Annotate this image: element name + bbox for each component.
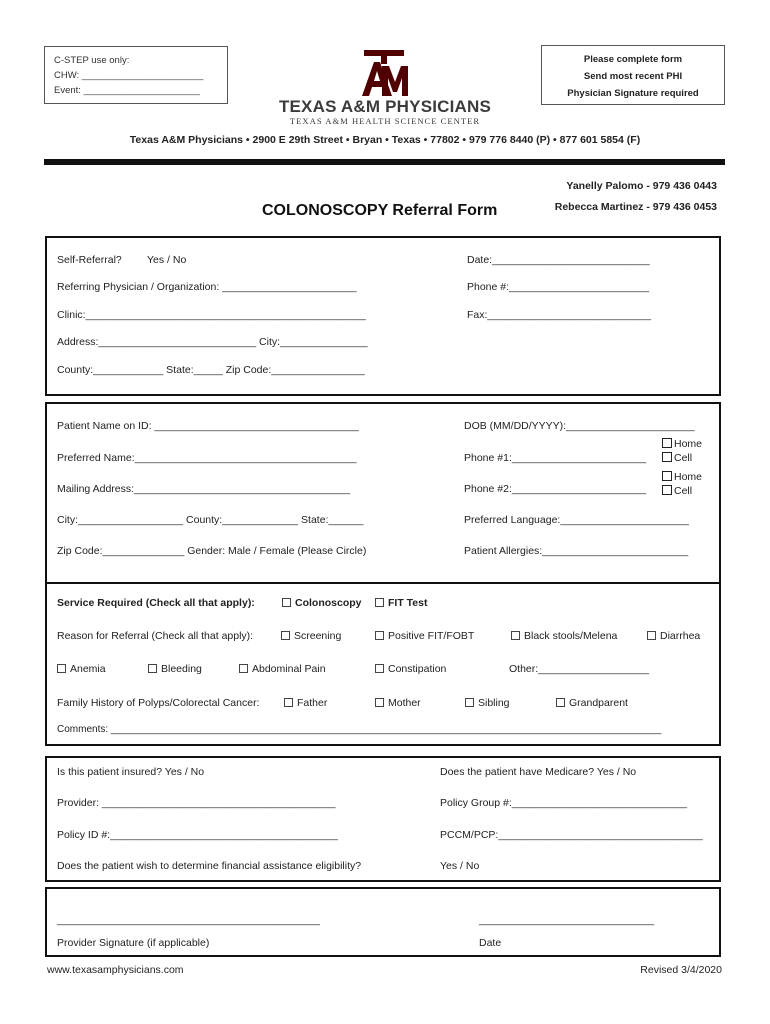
bleeding-label: Bleeding xyxy=(161,663,202,675)
event-field[interactable]: Event: ______________________ xyxy=(54,85,200,96)
bleeding-option[interactable] xyxy=(148,663,202,675)
self-referral-label: Self-Referral? xyxy=(57,254,122,266)
checkbox-icon[interactable] xyxy=(375,598,384,607)
phone1-cell-option[interactable] xyxy=(662,452,692,464)
checkbox-icon[interactable] xyxy=(511,631,520,640)
referring-physician-field[interactable]: Referring Physician / Organization: _______________________ xyxy=(57,281,357,293)
reason-label: Reason for Referral (Check all that apply): xyxy=(57,630,254,642)
notice-line-1: Please complete form xyxy=(583,54,683,65)
policy-id-field[interactable]: Policy ID #:_______________________________________ xyxy=(57,829,338,841)
positive-fit-label: Positive FIT/FOBT xyxy=(388,630,475,642)
phone2-cell-option[interactable] xyxy=(662,485,692,497)
sibling-option[interactable] xyxy=(465,697,510,709)
contact-2: Rebecca Martinez - 979 436 0453 xyxy=(554,201,717,213)
checkbox-icon[interactable] xyxy=(375,631,384,640)
form-title: COLONOSCOPY Referral Form xyxy=(262,202,498,219)
self-referral-yes-no[interactable]: Yes / No xyxy=(147,254,187,266)
checkbox-icon[interactable] xyxy=(647,631,656,640)
preferred-name-field[interactable]: Preferred Name:______________________________________ xyxy=(57,452,357,464)
zip-gender-field[interactable]: Zip Code:______________ Gender: Male / Female (Please Circle) xyxy=(57,545,367,557)
county-state-zip-field[interactable]: County:____________ State:_____ Zip Code:________________ xyxy=(57,364,365,376)
fax-field[interactable]: Fax:____________________________ xyxy=(467,309,651,321)
signature-section xyxy=(45,887,721,957)
insured-question[interactable]: Is this patient insured? Yes / No xyxy=(57,766,205,778)
checkbox-icon[interactable] xyxy=(284,698,293,707)
website-link[interactable]: www.texasamphysicians.com xyxy=(47,964,184,976)
colonoscopy-label: Colonoscopy xyxy=(295,597,362,609)
constipation-label: Constipation xyxy=(388,663,447,675)
notice-line-3: Physician Signature required xyxy=(567,88,699,99)
mother-option[interactable] xyxy=(375,697,421,709)
screening-option[interactable] xyxy=(281,630,341,642)
clinic-field[interactable]: Clinic:________________________________________________ xyxy=(57,309,366,321)
anemia-option[interactable] xyxy=(57,663,106,675)
date-field[interactable]: Date:___________________________ xyxy=(467,254,650,266)
anemia-label: Anemia xyxy=(70,663,106,675)
checkbox-icon[interactable] xyxy=(57,664,66,673)
checkbox-icon[interactable] xyxy=(239,664,248,673)
checkbox-icon[interactable] xyxy=(148,664,157,673)
contact-1: Yanelly Palomo - 979 436 0443 xyxy=(566,180,717,192)
abdominal-pain-label: Abdominal Pain xyxy=(252,663,326,675)
father-label: Father xyxy=(297,697,328,709)
diarrhea-label: Diarrhea xyxy=(660,630,701,642)
cstep-box xyxy=(44,46,228,104)
financial-yes-no[interactable]: Yes / No xyxy=(440,860,480,872)
dob-field[interactable]: DOB (MM/DD/YYYY):______________________ xyxy=(464,420,695,432)
mailing-address-field[interactable]: Mailing Address:_____________________________________ xyxy=(57,483,351,495)
pccm-field[interactable]: PCCM/PCP:___________________________________ xyxy=(440,829,703,841)
service-heading: Service Required (Check all that apply): xyxy=(57,597,255,609)
referral-section xyxy=(45,236,721,396)
checkbox-icon[interactable] xyxy=(465,698,474,707)
phone2-field[interactable]: Phone #2:_______________________ xyxy=(464,483,647,495)
abdominal-pain-option[interactable] xyxy=(239,663,326,675)
financial-assistance-question: Does the patient wish to determine financial assistance eligibility? xyxy=(57,860,362,872)
logo-title: TEXAS A&M PHYSICIANS xyxy=(278,97,492,116)
phone-field[interactable]: Phone #:________________________ xyxy=(467,281,650,293)
city-county-state-field[interactable]: City:__________________ County:_____________ State:______ xyxy=(57,514,364,526)
chw-field[interactable]: CHW: _______________________ xyxy=(54,70,204,81)
policy-group-field[interactable]: Policy Group #:______________________________ xyxy=(440,797,687,809)
allergies-field[interactable]: Patient Allergies:_________________________ xyxy=(464,545,689,557)
patient-section xyxy=(45,402,721,582)
checkbox-icon[interactable] xyxy=(375,698,384,707)
revised-date: Revised 3/4/2020 xyxy=(640,964,722,976)
signature-date-line[interactable]: ______________________________ xyxy=(479,914,655,926)
provider-field[interactable]: Provider: ________________________________________ xyxy=(57,797,336,809)
logo-subtitle: TEXAS A&M HEALTH SCIENCE CENTER xyxy=(289,116,481,126)
grandparent-label: Grandparent xyxy=(569,697,628,709)
fit-test-option[interactable] xyxy=(375,597,427,609)
address-line: Texas A&M Physicians • 2900 E 29th Street • Bryan • Texas • 77802 • 979 776 8440 (P) • 877 601 5854 (F) xyxy=(129,134,641,146)
grandparent-option[interactable] xyxy=(556,697,628,709)
cstep-label: C-STEP use only: xyxy=(54,55,130,66)
mother-label: Mother xyxy=(388,697,421,709)
colonoscopy-option[interactable] xyxy=(282,597,362,609)
black-stools-label: Black stools/Melena xyxy=(524,630,618,642)
signature-date-label: Date xyxy=(479,937,502,949)
other-field[interactable]: Other:___________________ xyxy=(509,663,650,675)
checkbox-icon[interactable] xyxy=(281,631,290,640)
black-stools-option[interactable] xyxy=(511,630,617,642)
phone2-cell-label: Cell xyxy=(674,485,693,497)
checkbox-icon[interactable] xyxy=(662,452,672,462)
phone2-home-label: Home xyxy=(674,471,703,483)
family-history-label: Family History of Polyps/Colorectal Cancer: xyxy=(57,697,260,709)
phone1-home-option[interactable] xyxy=(662,438,702,450)
checkbox-icon[interactable] xyxy=(662,438,672,448)
phone1-home-label: Home xyxy=(674,438,703,450)
sibling-label: Sibling xyxy=(478,697,510,709)
fit-test-label: FIT Test xyxy=(388,597,428,609)
checkbox-icon[interactable] xyxy=(556,698,565,707)
patient-name-field[interactable]: Patient Name on ID: ___________________________________ xyxy=(57,420,359,432)
header-divider xyxy=(44,159,725,165)
provider-signature-line[interactable]: _____________________________________________ xyxy=(57,914,320,926)
phone1-cell-label: Cell xyxy=(674,452,693,464)
address-field[interactable]: Address:___________________________ City:_______________ xyxy=(57,336,368,348)
screening-label: Screening xyxy=(294,630,342,642)
checkbox-icon[interactable] xyxy=(282,598,291,607)
phone2-home-option[interactable] xyxy=(662,471,702,483)
insurance-section xyxy=(45,756,721,882)
service-section xyxy=(45,582,721,746)
father-option[interactable] xyxy=(284,697,327,709)
constipation-option[interactable] xyxy=(375,663,446,675)
phone1-field[interactable]: Phone #1:_______________________ xyxy=(464,452,647,464)
contact-people xyxy=(555,176,717,218)
notice-line-2: Send most recent PHI xyxy=(583,71,683,82)
provider-signature-label: Provider Signature (if applicable) xyxy=(57,937,210,949)
checkbox-icon[interactable] xyxy=(375,664,384,673)
checkbox-icon[interactable] xyxy=(662,471,672,481)
preferred-language-field[interactable]: Preferred Language:______________________ xyxy=(464,514,689,526)
notice-box xyxy=(541,45,725,105)
medicare-question[interactable]: Does the patient have Medicare? Yes / No xyxy=(440,766,637,778)
comments-field[interactable]: Comments: ___________________________________________________________________________________________________ xyxy=(57,724,662,735)
diarrhea-option[interactable] xyxy=(647,630,700,642)
atm-logo-icon xyxy=(358,48,410,98)
positive-fit-option[interactable] xyxy=(375,630,474,642)
checkbox-icon[interactable] xyxy=(662,485,672,495)
